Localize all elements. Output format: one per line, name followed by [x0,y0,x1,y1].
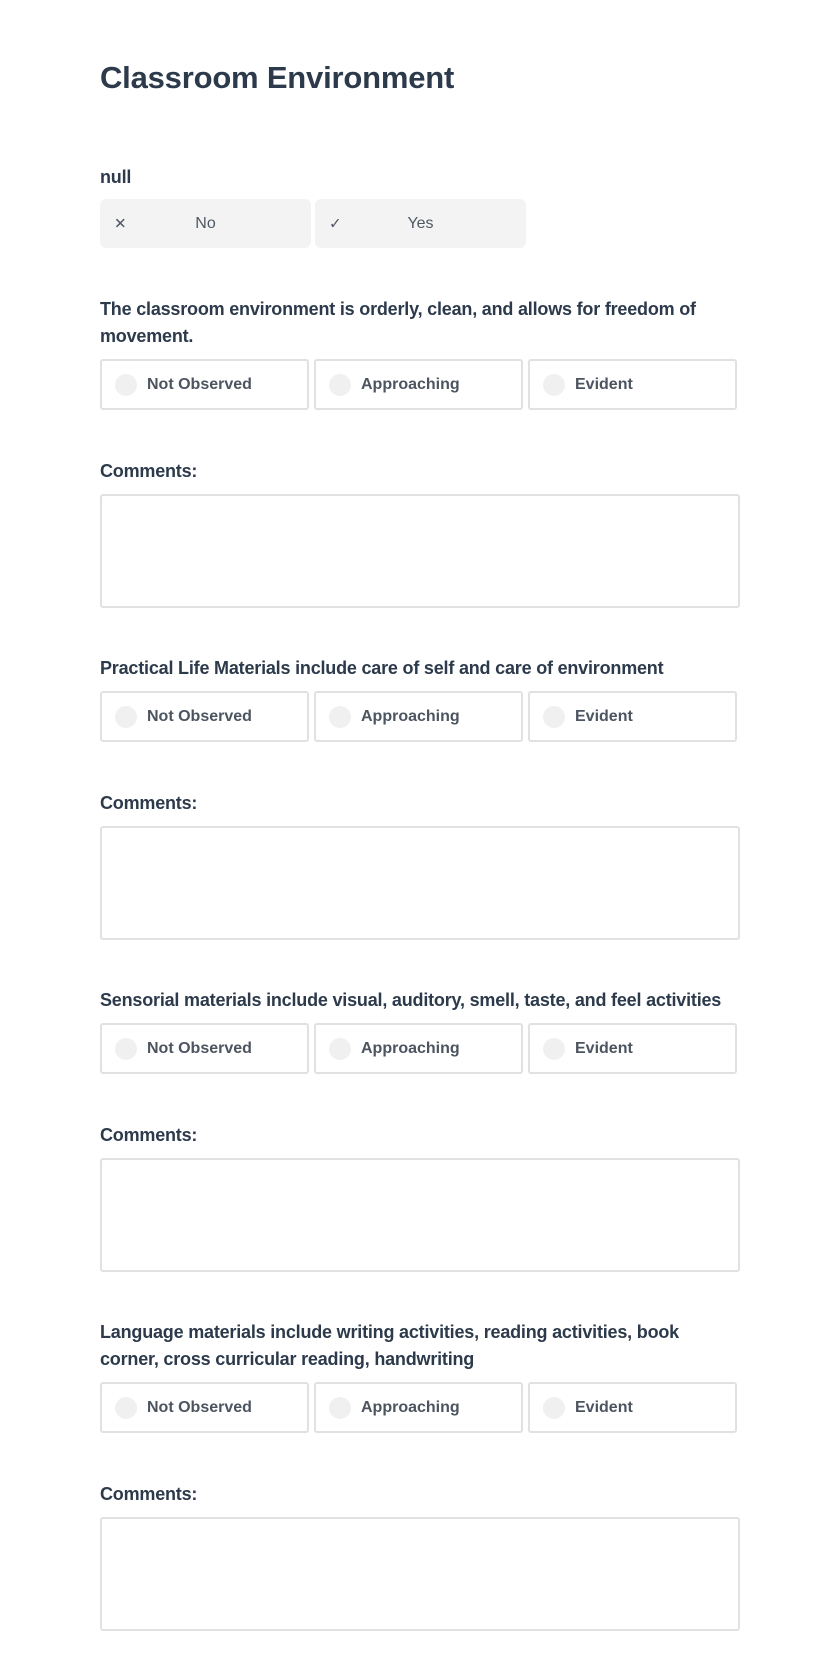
option-label: Approaching [361,375,460,393]
radio-circle-icon [329,706,351,728]
option-label: Not Observed [147,707,252,725]
rating-radio-group [100,359,737,410]
radio-circle-icon [329,1397,351,1419]
rating-radio-group [100,1023,737,1074]
page-title: Classroom Environment [100,60,455,95]
comments-textarea[interactable] [100,1158,740,1272]
no-button[interactable] [100,199,311,248]
rating-approaching-option[interactable] [314,359,523,410]
radio-circle-icon [543,1397,565,1419]
option-label: Not Observed [147,375,252,393]
option-label: Not Observed [147,1039,252,1057]
comments-textarea[interactable] [100,494,740,608]
radio-circle-icon [115,706,137,728]
close-icon: ✕ [114,215,127,232]
comments-textarea[interactable] [100,826,740,940]
radio-circle-icon [329,1038,351,1060]
option-label: Evident [575,375,633,393]
radio-circle-icon [329,374,351,396]
rating-approaching-option[interactable] [314,691,523,742]
radio-circle-icon [543,1038,565,1060]
criterion-label: Sensorial materials include visual, auditory, smell, taste, and feel activities [100,990,722,1010]
comments-textarea[interactable] [100,1517,740,1631]
radio-circle-icon [115,1038,137,1060]
radio-circle-icon [115,374,137,396]
rating-evident-option[interactable] [528,359,737,410]
yes-no-toggle [100,199,526,248]
criterion-label: Language materials include writing activities, reading activities, book corner, cross curricular reading, handwriting [100,1322,679,1369]
radio-circle-icon [115,1397,137,1419]
option-label: Approaching [361,1398,460,1416]
rating-approaching-option[interactable] [314,1023,523,1074]
radio-circle-icon [543,706,565,728]
option-label: Approaching [361,1039,460,1057]
criterion-label: The classroom environment is orderly, clean, and allows for freedom of movement. [100,299,696,346]
intro-question-label: null [100,167,132,187]
option-label: Approaching [361,707,460,725]
rating-not-observed-option[interactable] [100,1382,309,1433]
criterion-label: Practical Life Materials include care of self and care of environment [100,658,664,678]
yes-label: Yes [407,214,434,232]
comments-label: Comments: [100,1125,198,1145]
option-label: Evident [575,1398,633,1416]
rating-evident-option[interactable] [528,691,737,742]
comments-label: Comments: [100,1484,198,1504]
rating-not-observed-option[interactable] [100,691,309,742]
option-label: Not Observed [147,1398,252,1416]
yes-button[interactable] [315,199,526,248]
radio-circle-icon [543,374,565,396]
option-label: Evident [575,1039,633,1057]
rating-not-observed-option[interactable] [100,359,309,410]
option-label: Evident [575,707,633,725]
no-label: No [195,214,216,232]
comments-label: Comments: [100,461,198,481]
rating-radio-group [100,1382,737,1433]
comments-label: Comments: [100,793,198,813]
rating-not-observed-option[interactable] [100,1023,309,1074]
check-icon: ✓ [329,215,342,232]
rating-radio-group [100,691,737,742]
rating-approaching-option[interactable] [314,1382,523,1433]
rating-evident-option[interactable] [528,1023,737,1074]
rating-evident-option[interactable] [528,1382,737,1433]
